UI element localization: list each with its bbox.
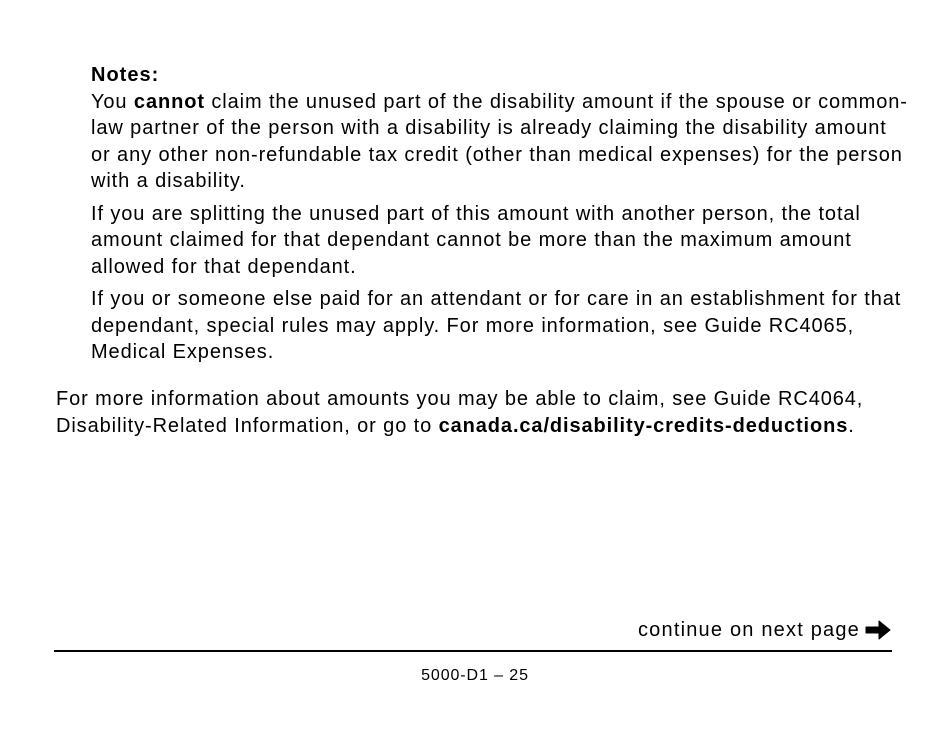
page-number: 5000-D1 – 25: [421, 667, 529, 684]
notes-p1-emphasis: cannot: [133, 90, 205, 113]
notes-heading: Notes:: [91, 64, 160, 86]
notes-p1-lead: You: [91, 90, 134, 113]
more-info-period: .: [848, 414, 855, 437]
notes-p1-body: claim the unused part of the disability amount if the spouse or common-law partner of the person with a disability is already claiming the disability amount or any other non-refundable tax credit (other than medical expenses) for the person with a disability.: [91, 90, 908, 192]
notes-paragraph-3: If you or someone else paid for an attendant or for care in an establishment for that dependant, special rules may apply. For more information, see Guide RC4065, Medical Expenses.: [91, 288, 902, 363]
continue-label: continue on next page: [637, 618, 860, 641]
continue-next-page: [638, 618, 892, 642]
more-info-paragraph: [56, 386, 916, 439]
notes-paragraph-2: If you are splitting the unused part of this amount with another person, the total amount claimed for that dependant cannot be more than the maximum amount allowed for that dependant.: [91, 202, 861, 278]
notes-section: [91, 62, 911, 366]
notes-paragraph-1: [91, 89, 911, 195]
footer-divider: [54, 650, 892, 652]
disability-credits-link[interactable]: canada.ca/disability-credits-deductions: [438, 414, 849, 437]
more-info-text: For more information about amounts you may be able to claim, see Guide RC4064, Disability-Related Information, or go to: [56, 388, 864, 437]
right-arrow-icon: [864, 618, 892, 642]
